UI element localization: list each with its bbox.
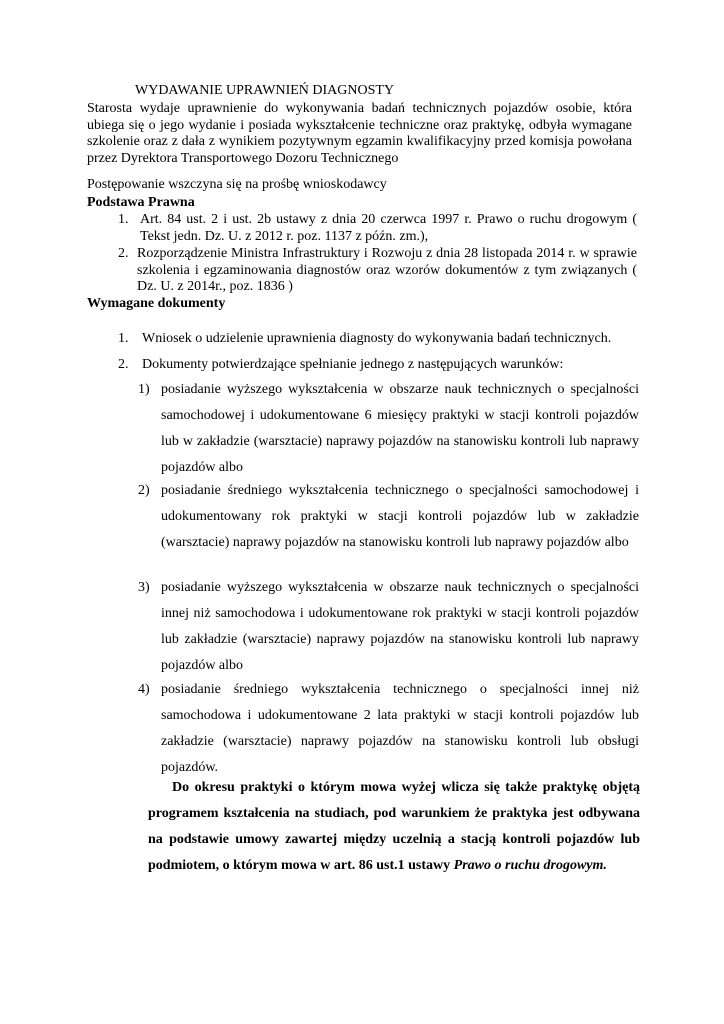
legal-basis-heading: Podstawa Prawna <box>87 195 195 210</box>
document-item-2-text: Dokumenty potwierdzające spełnianie jednego z następujących warunków: <box>142 357 564 372</box>
document-item-1-number: 1. <box>118 331 129 346</box>
condition-number: 4) <box>138 682 150 697</box>
condition-number: 1) <box>138 382 150 397</box>
condition-item <box>138 575 639 679</box>
intro-paragraph: Starosta wydaje uprawnienie do wykonywania badań technicznych pojazdów osobie, która ubiega się o jego wydanie i posiada wykształcenie techniczne oraz praktykę, odbyła wymagane szkolenie oraz z dała z wynikiem pozytywnym egzamin kwalifikacyjny przed komisja powołana przez Dyrektora Transportowego Dozoru Technicznego <box>87 101 632 166</box>
internship-note-text: Do okresu praktyki o którym mowa wyżej wlicza się także praktykę objętą programem kształcenia na studiach, pod warunkiem że praktyka jest odbywana na podstawie umowy zawartej między uczelnią a stacją kontroli pojazdów lub podmiotem, o którym mowa w art. 86 ust.1 ustawy <box>148 780 640 873</box>
internship-note-law-title: Prawo o ruchu drogowym. <box>453 858 607 873</box>
procedure-paragraph: Postępowanie wszczyna się na prośbę wnioskodawcy <box>87 177 387 192</box>
required-documents-heading: Wymagane dokumenty <box>87 296 226 311</box>
internship-note <box>148 775 640 879</box>
document-item-1-text: Wniosek o udzielenie uprawnienia diagnosty do wykonywania badań technicznych. <box>142 331 612 346</box>
document-title: WYDAWANIE UPRAWNIEŃ DIAGNOSTY <box>135 83 395 98</box>
condition-text: posiadanie wyższego wykształcenia w obszarze nauk technicznych o specjalności innej niż samochodowa i udokumentowane rok praktyki w stacji kontroli pojazdów lub zakładzie (warsztacie) naprawy pojazdów na stanowisku kontroli lub naprawy pojazdów albo <box>161 580 639 673</box>
legal-item-1-number: 1. <box>118 212 129 227</box>
condition-number: 2) <box>138 483 150 498</box>
document-item-2-number: 2. <box>118 357 129 372</box>
condition-item <box>138 377 639 481</box>
condition-text: posiadanie wyższego wykształcenia w obszarze nauk technicznych o specjalności samochodowej i udokumentowane 6 miesięcy praktyki w stacji kontroli pojazdów lub w zakładzie (warsztacie) naprawy pojazdów na stanowisku kontroli lub naprawy pojazdów albo <box>161 382 639 475</box>
condition-number: 3) <box>138 580 150 595</box>
condition-text: posiadanie średniego wykształcenia technicznego o specjalności samochodowej i udokumentowany rok praktyki w stacji kontroli pojazdów lub w zakładzie (warsztacie) naprawy pojazdów na stanowisku kontroli lub naprawy pojazdów albo <box>161 483 639 550</box>
condition-item <box>138 677 639 781</box>
legal-item-1-text: Art. 84 ust. 2 i ust. 2b ustawy z dnia 20 czerwca 1997 r. Prawo o ruchu drogowym ( Tekst jedn. Dz. U. z 2012 r. poz. 1137 z późn. zm.), <box>140 212 637 244</box>
condition-item <box>138 478 639 582</box>
legal-item-2-text: Rozporządzenie Ministra Infrastruktury i Rozwoju z dnia 28 listopada 2014 r. w sprawie szkolenia i egzaminowania diagnostów oraz wzorów dokumentów z tym związanych ( Dz. U. z 2014r., poz. 1836 ) <box>137 246 637 294</box>
legal-item-2-number: 2. <box>118 246 129 261</box>
condition-text: posiadanie średniego wykształcenia technicznego o specjalności innej niż samochodowa i udokumentowane 2 lata praktyki w stacji kontroli pojazdów lub zakładzie (warsztacie) naprawy pojazdów na stanowisku kontroli lub obsługi pojazdów. <box>161 682 639 775</box>
